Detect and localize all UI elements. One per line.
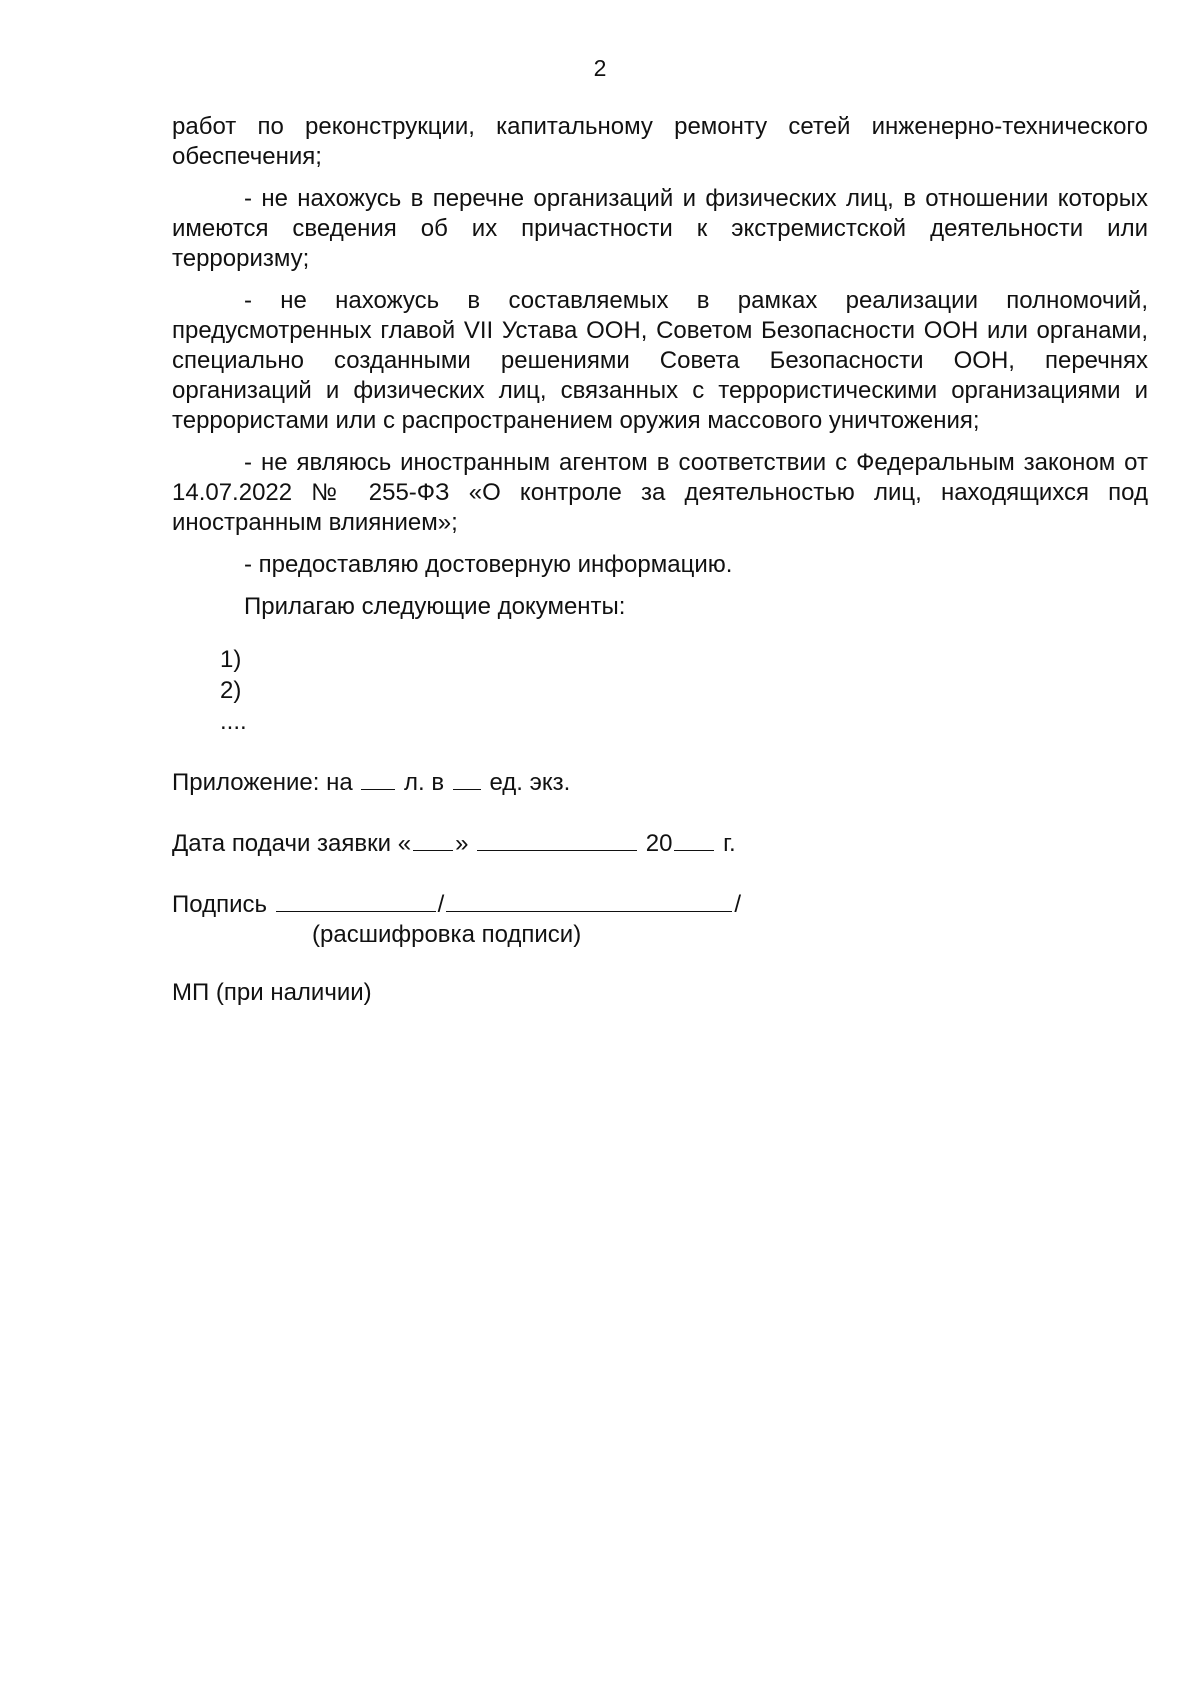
page-number: 2 (593, 55, 607, 81)
signature-line (172, 889, 1148, 920)
annex-sheets-blank (361, 767, 395, 790)
list-item: 2) (220, 677, 242, 704)
month-blank (477, 828, 637, 851)
signature-blank (276, 889, 436, 912)
annex-prefix: Приложение: на (172, 769, 353, 796)
year-blank (674, 828, 714, 851)
list-item: 1) (220, 646, 242, 673)
submission-date-line (172, 828, 1148, 859)
stamp-note: МП (при наличии) (172, 979, 372, 1006)
signature-hint: (расшифровка подписи) (312, 921, 582, 948)
signature-separator: / (437, 891, 445, 918)
paragraph-extremism: - не нахожусь в перечне организаций и физических лиц, в отношении которых имеются сведения об их причастности к экстремистской деятельности или терроризму; (172, 185, 1148, 272)
paragraph-foreign-agent: - не являюсь иностранным агентом в соответствии с Федеральным законом от 14.07.2022 № 255-ФЗ «О контроле за деятельностью лиц, находящихся под иностранным влиянием»; (172, 449, 1148, 536)
document-body (172, 112, 1148, 1008)
year-suffix: г. (723, 830, 736, 857)
day-blank (413, 828, 453, 851)
signature-end: / (734, 891, 741, 918)
paragraph-reconstruction: работ по реконструкции, капитальному ремонту сетей инженерно-технического обеспечения; (172, 113, 1148, 170)
annex-middle: л. в (404, 769, 445, 796)
paragraph-un-sanctions: - не нахожусь в составляемых в рамках реализации полномочий, предусмотренных главой VII Устава ООН, Советом Безопасности ООН или органами, специально созданными решениями Совета Безопасности ООН, перечнях организаций и физических лиц, связанных с террористическими организациями и террористами или с распространением оружия массового уничтожения; (172, 287, 1148, 434)
paragraph-reliable-info: - предоставляю достоверную информацию. (244, 551, 733, 578)
date-close-quote: » (455, 830, 469, 857)
signature-label: Подпись (172, 891, 267, 918)
year-prefix: 20 (645, 830, 673, 857)
annex-suffix: ед. экз. (489, 769, 571, 796)
annex-copies-blank (453, 767, 481, 790)
annex-line (172, 767, 1148, 798)
paragraph-attachments-intro: Прилагаю следующие документы: (244, 593, 626, 620)
list-item: .... (220, 708, 247, 735)
documents-list (220, 644, 1148, 737)
date-prefix: Дата подачи заявки « (172, 830, 412, 857)
signature-decoding-blank (446, 889, 732, 912)
